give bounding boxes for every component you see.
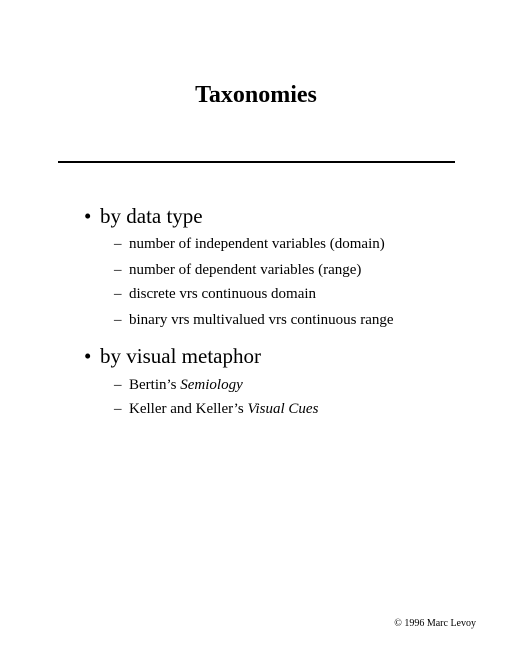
dash-icon: – (114, 236, 122, 252)
title-divider (58, 161, 455, 163)
bullet-text: by visual metaphor (100, 344, 261, 368)
sub-item-prefix: Bertin’s (129, 377, 181, 393)
slide-title: Taxonomies (195, 82, 317, 108)
bullet-icon: • (84, 344, 92, 368)
bullet-icon: • (84, 204, 92, 228)
sub-item-text: number of independent variables (domain) (129, 236, 385, 252)
book-title: Semiology (180, 377, 243, 393)
dash-icon: – (114, 377, 122, 393)
sub-item (114, 310, 394, 330)
sub-item (114, 399, 318, 419)
sub-item-prefix: Keller and Keller’s (129, 401, 248, 417)
sub-item-text: binary vrs multivalued vrs continuous range (129, 312, 394, 328)
copyright-footer: © 1996 Marc Levoy (394, 618, 476, 629)
sub-item (114, 234, 385, 254)
bullet-by-data-type (84, 203, 203, 229)
sub-item (114, 375, 243, 395)
sub-item-text: discrete vrs continuous domain (129, 286, 317, 302)
sub-item (114, 284, 316, 304)
dash-icon: – (114, 312, 122, 328)
dash-icon: – (114, 401, 122, 417)
bullet-by-visual-metaphor (84, 343, 261, 369)
book-title: Visual Cues (247, 401, 319, 417)
bullet-text: by data type (100, 204, 203, 228)
sub-item-text: number of dependent variables (range) (129, 262, 362, 278)
sub-item (114, 260, 361, 280)
dash-icon: – (114, 286, 122, 302)
dash-icon: – (114, 262, 122, 278)
